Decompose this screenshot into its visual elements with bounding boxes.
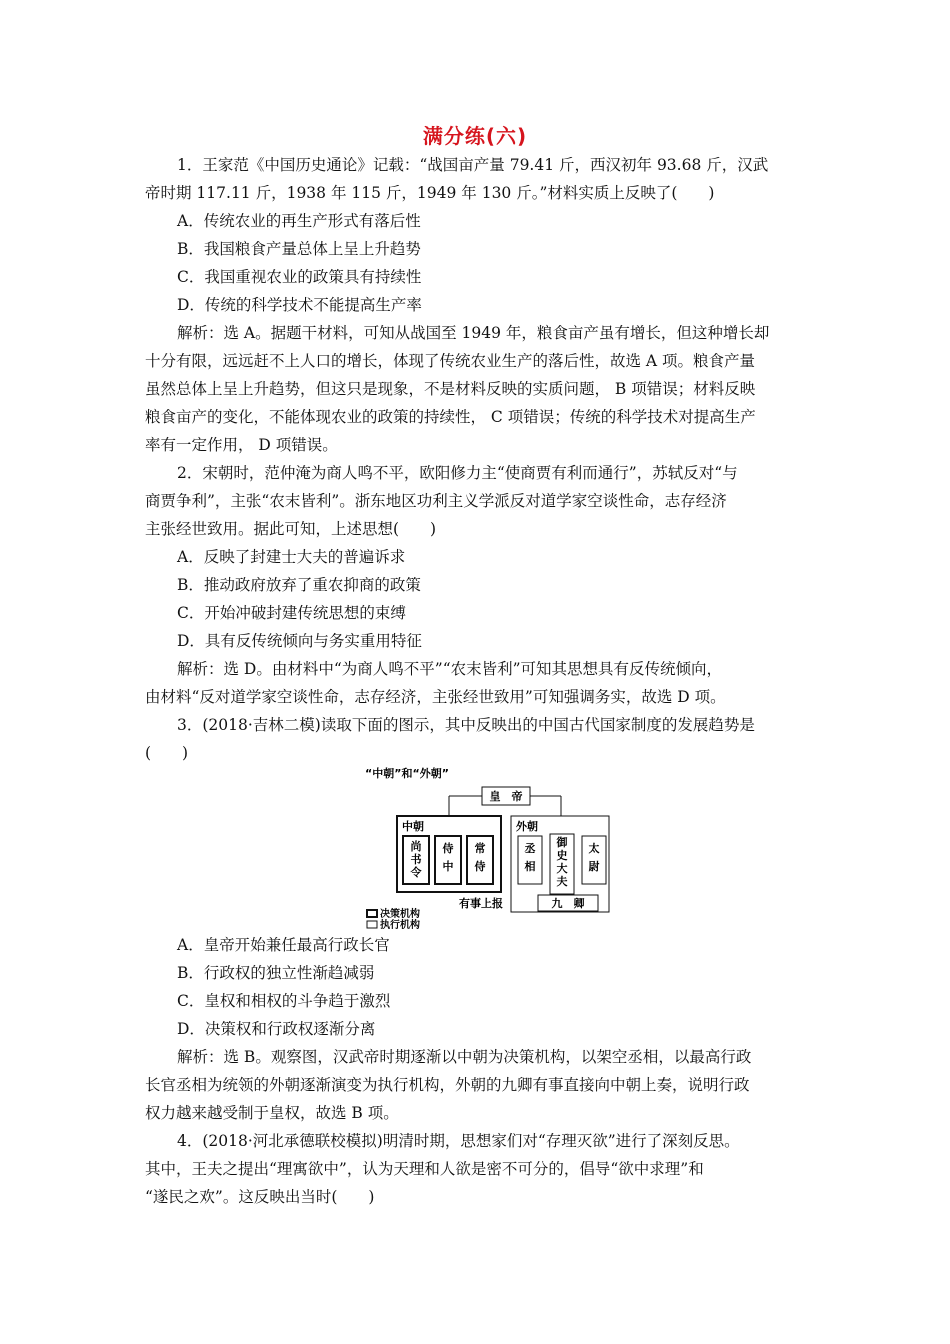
outer-box-label-2-char: 夫: [556, 875, 568, 888]
inner-box-label-2-char: 侍: [442, 842, 454, 855]
q2-stem-line-2: 商贾争利”，主张“农末皆利”。浙东地区功利主义学派反对道学家空谈性命，志存经济: [145, 492, 727, 510]
legend-decision-swatch: [367, 910, 377, 917]
inner-box-label-1-char: 尚: [410, 840, 422, 853]
q2-option-c: C．开始冲破封建传统思想的束缚: [177, 604, 406, 622]
outer-box-label-3-char: 尉: [588, 860, 600, 873]
inner-box-label-3-char: 侍: [474, 860, 486, 873]
q3-analysis-line-3: 权力越来越受制于皇权，故选 B 项。: [145, 1104, 399, 1122]
q3-option-a: A．皇帝开始兼任最高行政长官: [177, 936, 390, 954]
report-up-label: 有事上报: [459, 897, 503, 910]
q2-option-b: B．推动政府放弃了重农抑商的政策: [177, 576, 421, 594]
q2-option-a: A．反映了封建士大夫的普遍诉求: [177, 548, 406, 566]
outer-box-label-3-char: 太: [588, 842, 600, 855]
q1-analysis-line-2: 十分有限，远远赶不上人口的增长，体现了传统农业生产的落后性，故选 A 项。粮食产量: [145, 352, 756, 370]
page-title: 满分练(六): [422, 124, 528, 148]
q1-option-c: C．我国重视农业的政策具有持续性: [177, 268, 422, 286]
outer-box-label-2-char: 大: [556, 862, 568, 875]
legend-decision-label: 决策机构: [380, 909, 420, 920]
q1-analysis-line-4: 粮食亩产的变化，不能体现农业的政策的持续性， C 项错误；传统的科学技术对提高生产: [145, 408, 756, 426]
outer-court-label: 外朝: [516, 820, 538, 833]
q4-stem-line-3: “遂民之欢”。这反映出当时( ): [145, 1188, 375, 1206]
q3-option-b: B．行政权的独立性渐趋减弱: [177, 964, 375, 982]
inner-box-label-1-char: 令: [410, 866, 422, 879]
inner-box-label-1-char: 书: [410, 853, 422, 866]
q1-analysis-line-3: 虽然总体上呈上升趋势，但这只是现象，不是材料反映的实质问题， B 项错误；材料反映: [145, 380, 756, 398]
q3-analysis-line-1: 解析：选 B。观察图，汉武帝时期逐渐以中朝为决策机构，以架空丞相，以最高行政: [177, 1048, 752, 1066]
outer-box-label-2-char: 御: [556, 836, 568, 849]
q4-stem-line-2: 其中，王夫之提出“理寓欲中”，认为天理和人欲是密不可分的，倡导“欲中求理”和: [145, 1160, 704, 1178]
q2-analysis-line-1: 解析：选 D。由材料中“为商人鸣不平”“农末皆利”可知其思想具有反传统倾向，: [177, 660, 723, 678]
q3-analysis-line-2: 长官丞相为统领的外朝逐渐演变为执行机构，外朝的九卿有事直接向中朝上奏，说明行政: [145, 1076, 750, 1094]
q2-option-d: D．具有反传统倾向与务实重用特征: [177, 632, 422, 650]
q1-option-a: A．传统农业的再生产形式有落后性: [177, 212, 421, 230]
diagram-caption: “中朝”和“外朝”: [365, 767, 449, 780]
q2-analysis-line-2: 由材料“反对道学家空谈性命，志存经济，主张经世致用”可知强调务实，故选 D 项。: [145, 688, 726, 706]
outer-box-label-1-char: 相: [524, 860, 536, 873]
q4-stem-line-1: 4．(2018·河北承德联校模拟)明清时期，思想家们对“存理灭欲”进行了深刻反思。: [177, 1132, 740, 1150]
q3-stem-line-2: ( ): [145, 744, 189, 762]
nine-ministers-label: 九 卿: [551, 897, 585, 910]
q1-option-b: B．我国粮食产量总体上呈上升趋势: [177, 240, 421, 258]
q1-stem-line-1: 1．王家范《中国历史通论》记载：“战国亩产量 79.41 斤，西汉初年 93.68 斤，汉武: [177, 156, 769, 174]
emperor-label: 皇 帝: [489, 790, 523, 803]
inner-box-label-3-char: 常: [474, 842, 486, 855]
outer-box-label-2-char: 史: [556, 849, 568, 862]
q1-analysis-line-1: 解析：选 A。据题干材料，可知从战国至 1949 年，粮食亩产虽有增长，但这种增长却: [177, 324, 770, 342]
diagram-box-labels: [410, 835, 600, 888]
q3-option-d: D．决策权和行政权逐渐分离: [177, 1020, 376, 1038]
q1-stem-line-2: 帝时期 117.11 斤，1938 年 115 斤，1949 年 130 斤。”材料实质上反映了( ): [145, 184, 715, 202]
q3-stem-line-1: 3．(2018·吉林二模)读取下面的图示，其中反映出的中国古代国家制度的发展趋势是: [177, 716, 755, 734]
q2-stem-line-1: 2．宋朝时，范仲淹为商人鸣不平，欧阳修力主“使商贾有利而通行”，苏轼反对“与: [177, 464, 738, 482]
q1-option-d: D．传统的科学技术不能提高生产率: [177, 296, 422, 314]
court-structure-diagram: [365, 764, 615, 929]
legend-exec-swatch: [367, 921, 377, 928]
q3-option-c: C．皇权和相权的斗争趋于激烈: [177, 992, 391, 1010]
q1-analysis-line-5: 率有一定作用， D 项错误。: [145, 436, 338, 454]
inner-court-label: 中朝: [402, 820, 424, 833]
inner-box-label-2-char: 中: [442, 860, 454, 873]
outer-box-label-1-char: 丞: [524, 842, 536, 855]
q2-stem-line-3: 主张经世致用。据此可知，上述思想( ): [145, 520, 437, 538]
legend-exec-label: 执行机构: [380, 920, 420, 929]
